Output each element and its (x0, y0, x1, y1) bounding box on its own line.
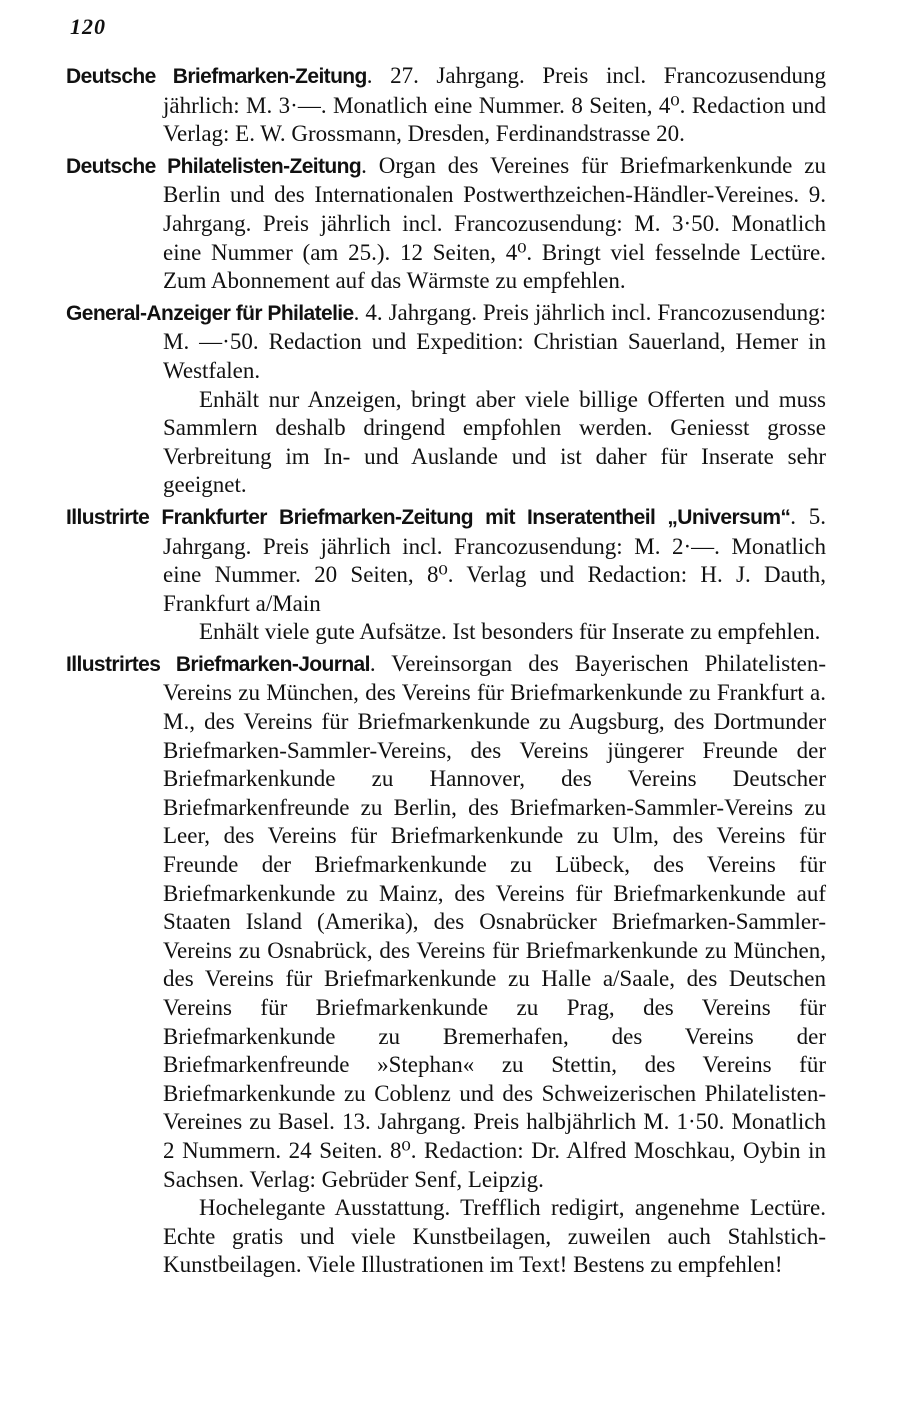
entry-note: Enhält viele gute Aufsätze. Ist besonders für Inserate zu empfehlen. (199, 619, 821, 645)
entry-title: Deutsche Briefmarken-Zeitung (66, 65, 367, 88)
entry-general-anzeiger (66, 299, 826, 386)
entry-title: Deutsche Philatelisten-Zeitung (66, 154, 362, 178)
entry-text: . Organ des Vereines für Briefmarkenkunde zu Berlin und des Internationalen Postwerthzeichen-Händler-Vereines. 9. Jahrgang. Preis jährlich incl. Francozusendung: M. 3·50. Monatlich eine Nummer (am 25.). 12 Seiten, 4⁰. Bringt viel fesselnde Lectüre. Zum Abonnement auf das Wärmste zu empfehlen. (163, 152, 827, 294)
entry-text: . 5. Jahrgang. Preis jährlich incl. Francozusendung: M. 2·—. Monatlich eine Nummer. 20 Seiten, 8⁰. Verlag und Redaction: H. J. Dauth, Frankfurt a/Main (163, 503, 826, 616)
entry-title: General-Anzeiger für Philatelie (66, 301, 354, 325)
entry-illustrirtes-briefmarken-journal (66, 650, 826, 1194)
entry-title: Illustrirte Frankfurter Briefmarken-Zeitung mit Inseratentheil „Universum“ (66, 505, 791, 529)
entry-text: . 27. Jahrgang. Preis incl. Francozusendung jährlich: M. 3·—. Monatlich eine Nummer. 8 Seiten, 4⁰. Redaction und Verlag: E. W. Grossmann, Dresden, Ferdinandstrasse 20. (163, 63, 826, 147)
entries-list (66, 62, 826, 1280)
page-number: 120 (70, 14, 106, 39)
entry-deutsche-philatelisten-zeitung (66, 152, 826, 296)
entry-text: . 4. Jahrgang. Preis jährlich incl. Francozusendung: M. —·50. Redaction und Expedition: Christian Sauerland, Hemer in Westfalen. (163, 299, 826, 383)
entry-note: Enhält nur Anzeigen, bringt aber viele billige Offerten und muss Sammlern deshalb dringend empfohlen werden. Geniesst grosse Verbreitung im In- und Auslande und ist daher für Inserate sehr geeignet. (163, 386, 826, 498)
entry-deutsche-briefmarken-zeitung (66, 62, 826, 149)
entry-title: Illustrirtes Briefmarken-Journal (66, 652, 370, 676)
entry-text: . Vereinsorgan des Bayerischen Philatelisten-Vereins zu München, des Vereins für Briefmarkenkunde zu Frankfurt a. M., des Vereins für Briefmarkenkunde zu Augsburg, des Dortmunder Briefmarken-Sammler-Vereins, des Vereins jüngerer Freunde der Briefmarkenkunde zu Hannover, des Vereins Deutscher Briefmarkenfreunde zu Berlin, des Briefmarken-Sammler-Vereins zu Leer, des Vereins für Briefmarkenkunde zu Ulm, des Vereins für Freunde der Briefmarkenkunde zu Lübeck, des Vereins für Briefmarkenkunde zu Mainz, des Vereins für Briefmarkenkunde auf Staaten Island (Amerika), des Osnabrücker Briefmarken-Sammler-Vereins zu Osnabrück, des Vereins für Briefmarkenkunde zu München, des Vereins für Briefmarkenkunde zu Halle a/Saale, des Deutschen Vereins für Briefmarkenkunde zu Prag, des Vereins für Briefmarkenkunde zu Bremerhafen, des Vereins der Briefmarkenfreunde »Stephan« zu Stettin, des Vereins für Briefmarkenkunde zu Coblenz und des Schweizerischen Philatelisten-Vereines zu Basel. 13. Jahrgang. Preis halbjährlich M. 1·50. Monatlich 2 Nummern. 24 Seiten. 8⁰. Redaction: Dr. Alfred Moschkau, Oybin in Sachsen. Verlag: Gebrüder Senf, Leipzig. (163, 650, 826, 1192)
entry-illustrirte-frankfurter (66, 503, 826, 618)
entry-note: Hochelegante Ausstattung. Trefflich redigirt, angenehme Lectüre. Echte gratis und viele Kunstbeilagen, zuweilen auch Stahlstich-Kunstbeilagen. Viele Illustrationen im Text! Bestens zu empfehlen! (163, 1195, 826, 1278)
